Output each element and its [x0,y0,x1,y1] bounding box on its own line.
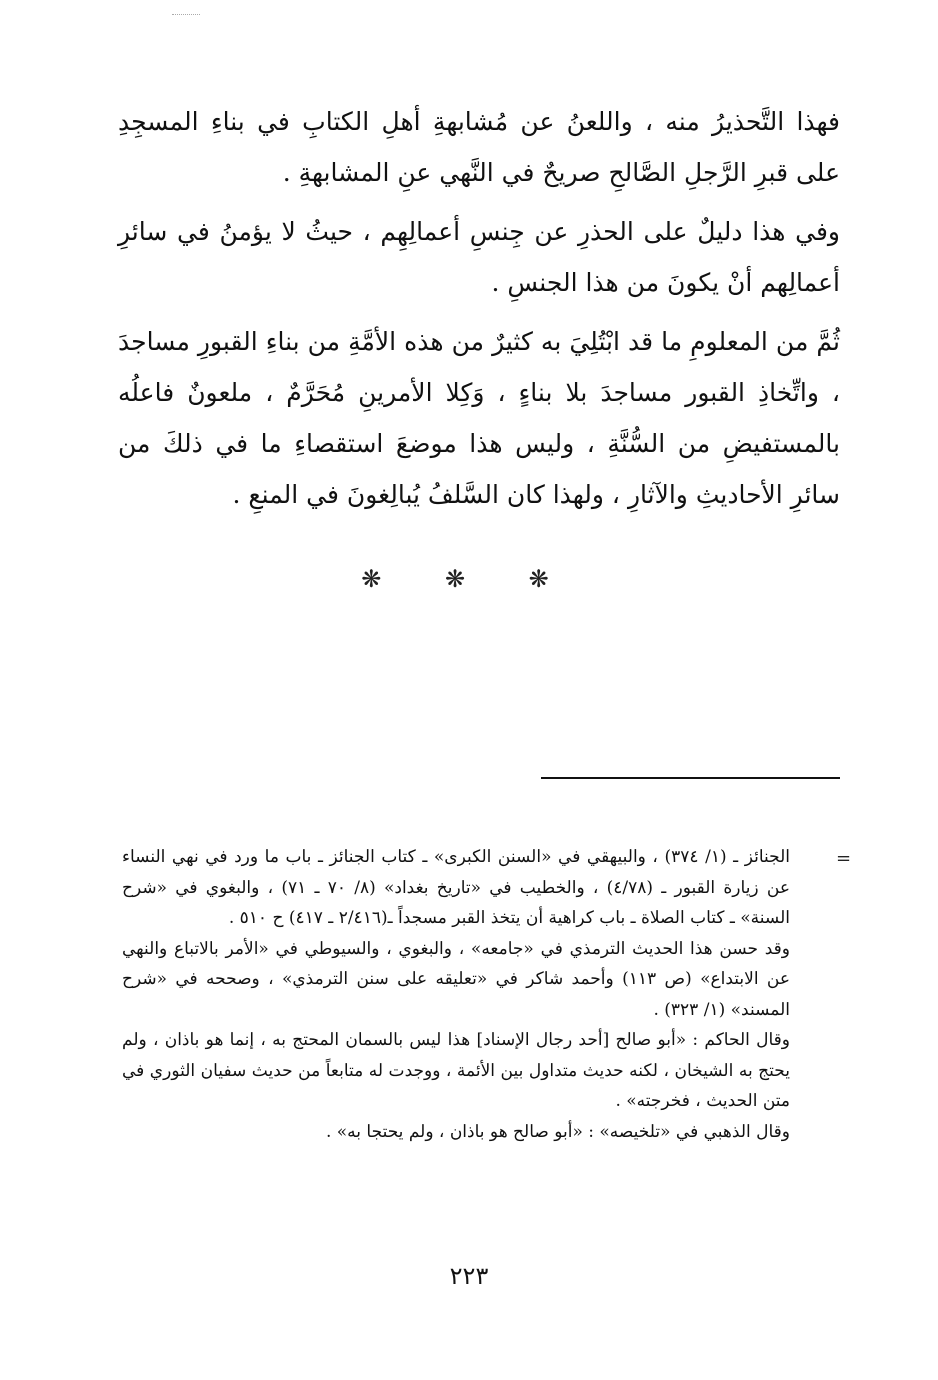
footnote-paragraph-2: وقد حسن هذا الحديث الترمذي في «جامعه» ، والبغوي ، والسيوطي في «الأمر بالاتباع والنهي عن الابتداع» (ص ١١٣) وأحمد شاكر في «تعليقه على سنن الترمذي» ، وصححه في «شرح المسند» (١/ ٣٢٣) . [122,938,790,1020]
footnote-continuation-marker: = [836,848,852,869]
footnote-paragraph-3: وقال الحاكم : «أبو صالح [أحد رجال الإسناد] هذا ليس بالسمان المحتج به ، إنما هو باذان ، ولم يحتج به الشيخان ، لكنه حديث متداول بين الأئمة ، ووجدت له متابعاً من حديث سفيان الثوري في متن الحديث ، فخرجته» . [122,1030,790,1111]
page-number: ٢٢٣ [449,1262,489,1290]
main-paragraph-3: ثُمَّ من المعلومِ ما قد ابْتُلِيَ به كثيرٌ من هذه الأمَّةِ من بناءِ القبورِ مساجدَ ، واتِّخاذِ القبور مساجدَ بلا بناءٍ ، وَكِلا الأمرينِ مُحَرَّمٌ ، ملعونٌ فاعلُه بالمستفيضِ من السُّنَّةِ ، وليس هذا موضعَ استقصاءِ ما في ذلكَ من سائرِ الأحاديثِ والآثارِ ، ولهذا كان السَّلفُ يُبالِغونَ في المنعِ . [118,327,840,509]
footnote-paragraph-4: وقال الذهبي في «تلخيصه» : «أبو صالح هو باذان ، ولم يحتجا به» . [325,1121,790,1142]
footnote-paragraph-1: الجنائز ـ (١/ ٣٧٤) ، والبيهقي في «السنن الكبرى» ـ كتاب الجنائز ـ باب ما ورد في نهي النساء عن زيارة القبور ـ (٤/٧٨) ، والخطيب في «تاريخ بغداد» (٨/ ٧٠ ـ ٧١) ، والبغوي في «شرح السنة» ـ كتاب الصلاة ـ باب كراهية أن يتخذ القبر مسجداً ـ(٢/٤١٦ ـ ٤١٧) ح ٥١٠ . [122,847,791,928]
footnotes [122,842,790,1147]
main-paragraph-2: وفي هذا دليلٌ على الحذرِ عن جِنسِ أعمالِهِم ، حيثُ لا يؤمنُ في سائرِ أعمالِهم أنْ يكونَ من هذا الجنسِ . [118,217,840,297]
main-text-body [118,96,840,528]
section-separator: ❋ ❋ ❋ [361,565,577,593]
main-paragraph-1: فهذا التَّحذيرُ منه ، واللعنُ عن مُشابهةِ أهلِ الكتابِ في بناءِ المسجِدِ على قبرِ الرَّجلِ الصَّالحِ صريحٌ في النَّهي عنِ المشابهةِ . [118,107,840,187]
scan-artifact [172,14,200,17]
footnote-divider [541,777,840,779]
